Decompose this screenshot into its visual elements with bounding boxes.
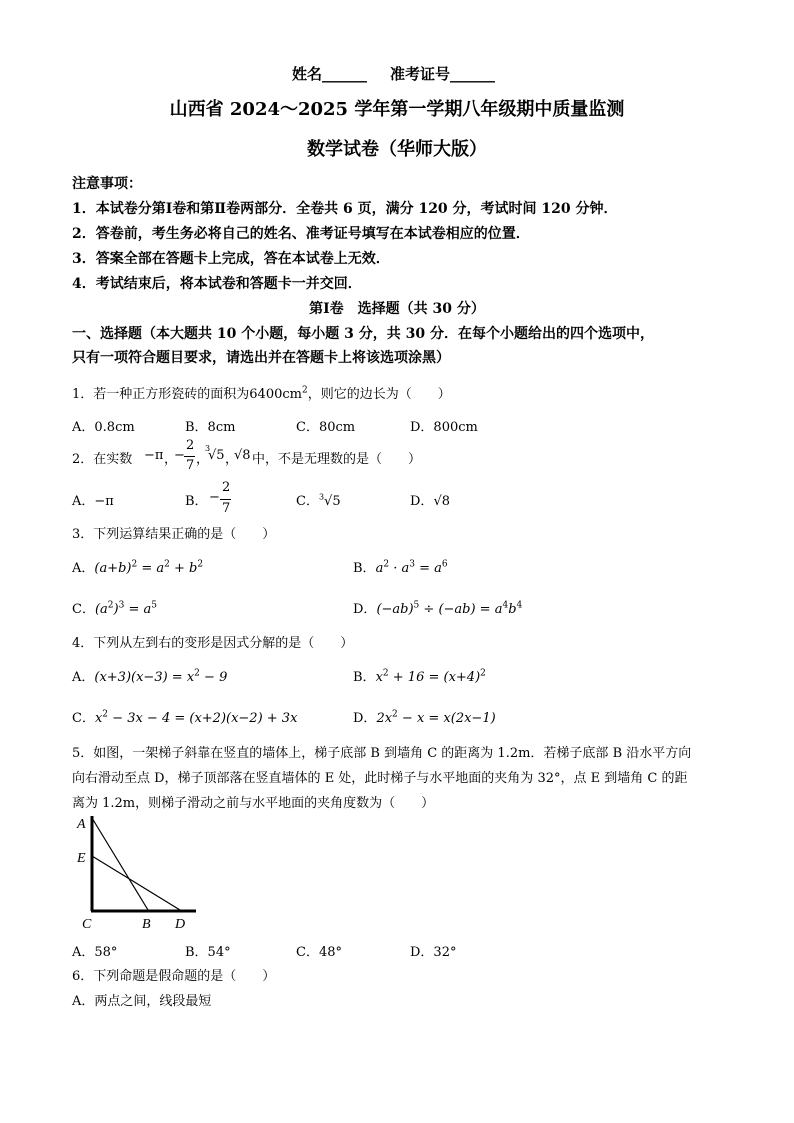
notice-item: 1．本试卷分第Ⅰ卷和第Ⅱ卷两部分．全卷共 6 页，满分 120 分，考试时间 120 分钟． [72,201,618,217]
question-3-stem: 3．下列运算结果正确的是（ ） [72,527,276,542]
notice-item: 2．答卷前，考生务必将自己的姓名、准考证号填写在本试卷相应的位置． [72,226,530,242]
question-5-line-1: 5．如图，一架梯子斜靠在竖直的墙体上，梯子底部 B 到墙角 C 的距离为 1.2m．若梯子底部 B 沿水平方向 [72,746,692,761]
question-5-line-2: 向右滑动至点 D，梯子顶部落在竖直墙体的 E 处，此时梯子与水平地面的夹角为 32°，点 E 到墙角 C 的距 [72,771,688,786]
q3-option-c: C．$(a^2)^3 = a^5$ [72,600,157,617]
notice-item: 4．考试结束后，将本试卷和答题卡一并交回． [72,276,362,292]
q3-option-b: B．$a^2 \cdot a^3 = a^6$ [353,559,448,576]
exam-subtitle: 数学试卷（华师大版） [307,139,487,160]
q5-option-a: A．58° [72,945,118,960]
q5-option-c: C．48° [296,945,342,960]
point-label-e: E [77,851,86,866]
q5-option-d: D．32° [410,945,457,960]
q3-option-d: D．$(-ab)^5 \div (-ab) = a^4b^4$ [353,600,523,617]
q1-option-a: A．0.8cm [72,420,135,435]
q3-option-a: A．$(a+b)^2 = a^2 + b^2$ [72,559,204,576]
q2-option-a: A．−π [72,494,114,509]
notice-item: 3．答案全部在答题卡上完成，答在本试卷上无效． [72,251,390,267]
notice-heading: 注意事项： [72,176,142,192]
ladder-after-line [92,856,180,910]
name-label: 姓名______ [292,65,368,83]
q1-option-c: C．80cm [296,420,356,435]
section-instructions: 一、选择题（本大题共 10 个小题，每小题 3 分，共 30 分．在每个小题给出的四个选项中， [72,326,654,342]
ladder-diagram [70,812,210,932]
question-5-line-3: 离为 1.2m，则梯子滑动之前与水平地面的夹角度数为（ ） [72,796,435,811]
section-instructions-cont: 只有一项符合题目要求，请选出并在答题卡上将该选项涂黑） [72,350,450,366]
point-label-c: C [82,917,92,932]
point-label-b: B [142,917,151,932]
q2-option-d: D．√8 [410,494,450,509]
q4-option-c: C．$x^2 - 3x - 4 = (x+2)(x-2) + 3x$ [72,709,298,726]
section-title: 第Ⅰ卷 选择题（共 30 分） [309,301,485,317]
point-label-a: A [77,817,86,832]
question-4-stem: 4．下列从左到右的变形是因式分解的是（ ） [72,636,354,651]
point-label-d: D [175,917,186,932]
q4-option-a: A．$(x+3)(x-3) = x^2 - 9$ [72,668,228,685]
q4-option-d: D．$2x^2 - x = x(2x-1)$ [353,709,496,726]
question-6-stem: 6．下列命题是假命题的是（ ） [72,969,276,984]
exam-id-label: 准考证号______ [390,65,496,83]
ladder-before-line [92,818,148,910]
q1-option-b: B．8cm [185,420,236,435]
q2-option-c: C．$^3$√5 [296,492,341,509]
q6-option-a: A．两点之间，线段最短 [72,994,212,1009]
q2-option-b: B． − 2 7 [185,480,231,516]
q5-option-b: B．54° [185,945,231,960]
question-1-stem: 1．若一种正方形瓷砖的面积为$6400cm^2$，则它的边长为（ ） [72,385,451,402]
exam-title: 山西省 2024～2025 学年第一学期八年级期中质量监测 [169,99,625,120]
q4-option-b: B．$x^2 + 16 = (x+4)^2$ [353,668,486,685]
q1-option-d: D．800cm [410,420,478,435]
